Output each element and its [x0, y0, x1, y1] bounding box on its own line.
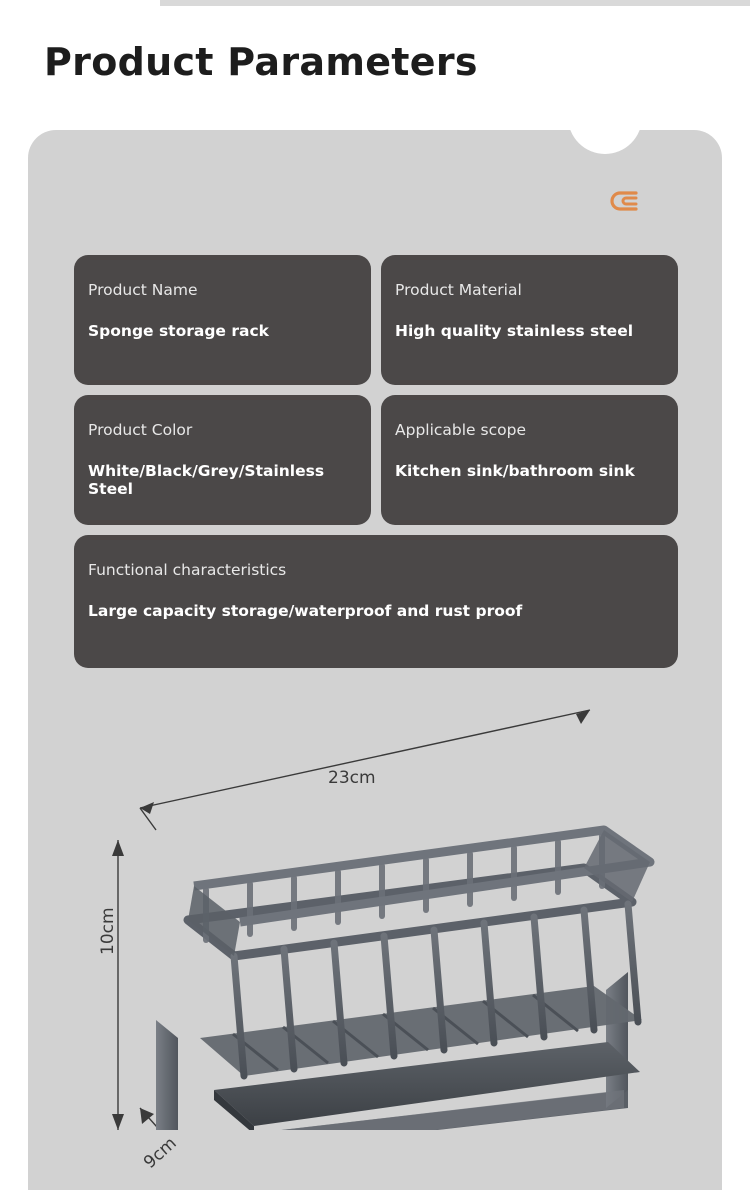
page-title: Product Parameters: [44, 40, 478, 84]
parameter-value: Sponge storage rack: [88, 322, 269, 340]
parameter-value: Large capacity storage/waterproof and rust proof: [88, 602, 523, 620]
top-strip: [160, 0, 750, 6]
tile-row: [74, 255, 678, 385]
parameters-card: [28, 130, 722, 1190]
dimension-depth-label: 9cm: [140, 1133, 181, 1173]
parameter-label: Applicable scope: [395, 421, 526, 439]
parameter-tiles: [74, 255, 678, 678]
parameter-label: Product Color: [88, 421, 193, 439]
parameter-label: Functional characteristics: [88, 561, 287, 579]
parameter-tile-product-name: [74, 255, 371, 385]
parameter-value: White/Black/Grey/Stainless Steel: [88, 462, 325, 498]
parameter-tile-product-material: [381, 255, 678, 385]
card-notch: [568, 130, 642, 154]
tile-row: [74, 395, 678, 525]
parameter-label: Product Material: [395, 281, 522, 299]
tile-row: [74, 535, 678, 668]
parameter-tile-product-color: [74, 395, 371, 525]
clip-icon: [606, 188, 652, 214]
parameter-tile-applicable-scope: [381, 395, 678, 525]
parameter-label: Product Name: [88, 281, 198, 299]
parameter-tile-functional-characteristics: [74, 535, 678, 668]
parameter-value: Kitchen sink/bathroom sink: [395, 462, 635, 480]
dimension-width-label: 23cm: [328, 768, 376, 788]
parameter-value: High quality stainless steel: [395, 322, 634, 340]
product-dimension-diagram: [28, 690, 722, 1173]
rack-illustration: [28, 690, 722, 1130]
dimension-height-label: 10cm: [98, 907, 118, 955]
